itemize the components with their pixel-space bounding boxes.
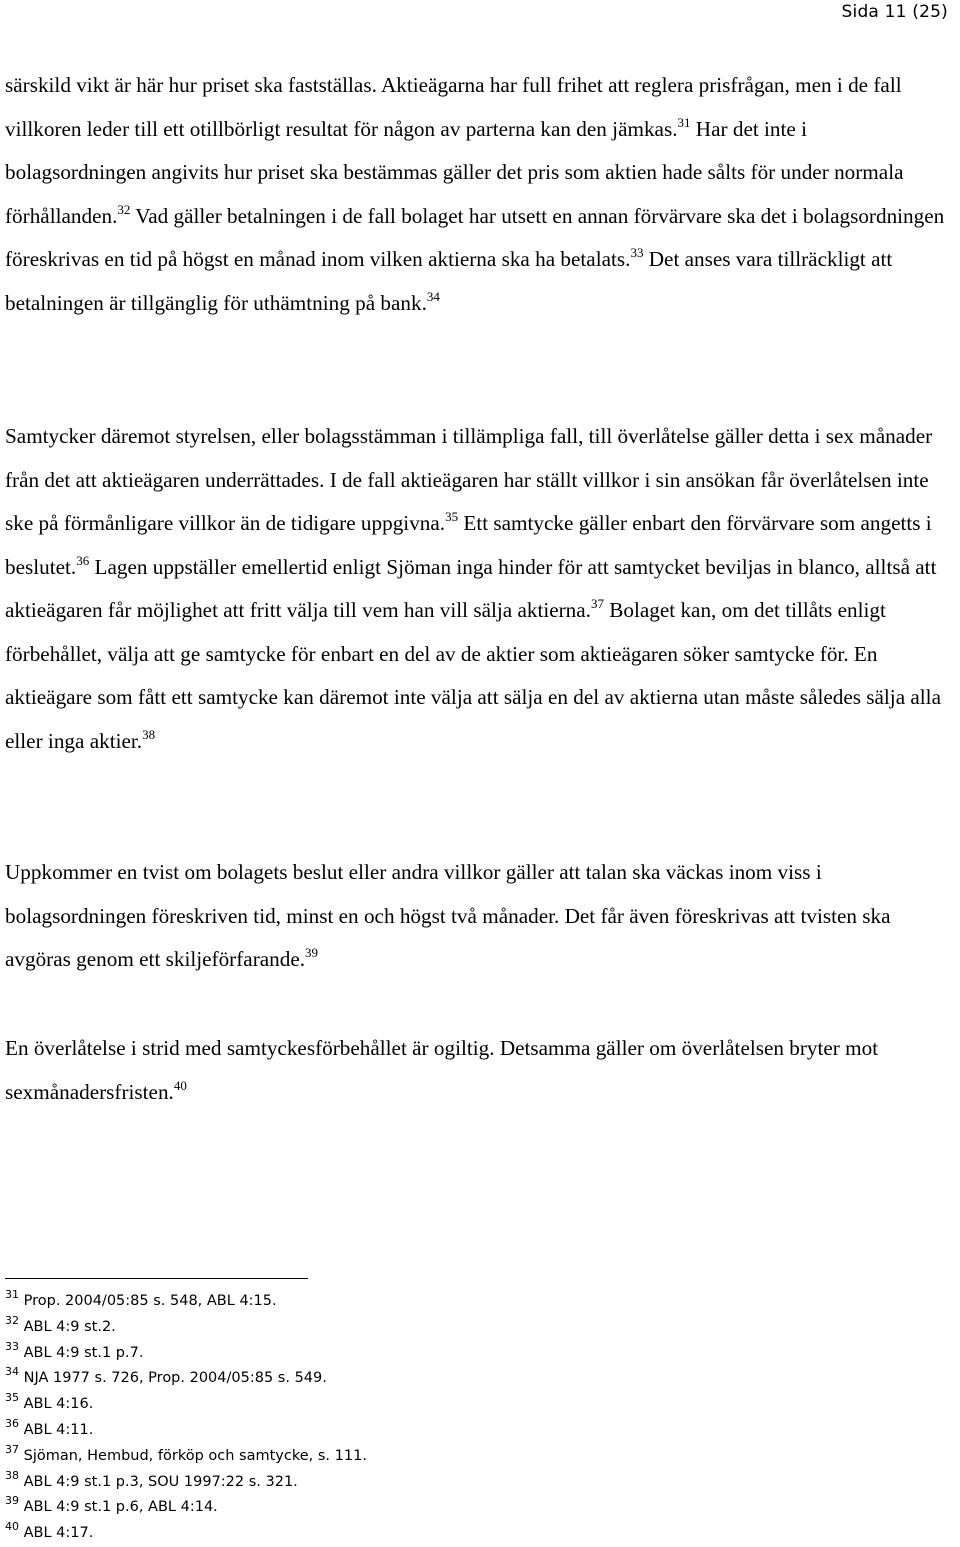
footnote-ref-40: 40 <box>173 1077 187 1093</box>
paragraph-2 <box>5 415 945 763</box>
footnote-39 <box>5 1495 905 1521</box>
footnote-number: 31 <box>5 1288 19 1301</box>
paragraph-1 <box>5 64 945 325</box>
footnote-separator <box>5 1278 308 1279</box>
footnote-34 <box>5 1366 905 1392</box>
footnote-text: ABL 4:9 st.1 p.7. <box>23 1344 144 1361</box>
footnote-text: ABL 4:16. <box>23 1396 94 1413</box>
footnote-number: 32 <box>5 1313 19 1327</box>
footnote-text: ABL 4:11. <box>23 1421 94 1438</box>
footnote-35 <box>5 1392 905 1418</box>
footnote-38 <box>5 1470 905 1496</box>
footnote-number: 38 <box>5 1468 19 1482</box>
footnote-text: ABL 4:9 st.2. <box>23 1318 116 1335</box>
footnote-number: 36 <box>5 1416 19 1430</box>
footnote-ref-35: 35 <box>445 509 459 524</box>
footnote-40 <box>5 1521 905 1547</box>
footnote-number: 39 <box>5 1494 19 1508</box>
footnote-ref-34: 34 <box>426 288 440 304</box>
page-number: Sida 11 (25) <box>841 2 948 22</box>
footnote-ref-33: 33 <box>630 245 644 260</box>
footnote-text: ABL 4:9 st.1 p.6, ABL 4:14. <box>23 1499 218 1516</box>
paragraph-2-sentence-4: Bolaget kan, om det tillåts enligt förbehållet, välja att ge samtycke för enbart en del av de aktier som aktieägaren söker samtycke för. En aktieägare som fått ett samtycke kan däremot inte välja att sälja en del av aktierna utan måste således sälja alla eller inga aktier. <box>5 598 941 753</box>
footnote-number: 33 <box>5 1339 19 1353</box>
paragraph-1-sentence-3: Vad gäller betalningen i de fall bolaget har utsett en annan förvärvare ska det i bolagsordningen föreskrivas en tid på högst en månad inom vilken aktierna ska ha betalats. <box>5 203 945 271</box>
footnote-32 <box>5 1315 905 1341</box>
footnote-text: ABL 4:17. <box>23 1525 94 1542</box>
paragraph-2-sentence-3: Lagen uppställer emellertid enligt Sjöman inga hinder för att samtycket beviljas in blanco, alltså att aktieägaren får möjlighet att fritt välja till vem han vill sälja aktierna. <box>5 554 937 622</box>
footnote-text: Prop. 2004/05:85 s. 548, ABL 4:15. <box>23 1293 277 1309</box>
footnote-ref-39: 39 <box>305 945 319 960</box>
footnote-ref-36: 36 <box>76 552 90 568</box>
paragraph-1-sentence-1: särskild vikt är här hur priset ska fastställas. Aktieägarna har full frihet att reglera prisfrågan, men i de fall villkoren leder till ett otillbörligt resultat för någon av parterna kan den jämkas. <box>5 73 902 141</box>
paragraph-4 <box>5 1027 945 1114</box>
footnote-text: Sjöman, Hembud, förköp och samtycke, s. 111. <box>23 1447 367 1464</box>
footnote-ref-31: 31 <box>677 114 691 130</box>
footnote-number: 40 <box>5 1520 19 1534</box>
paragraph-3-sentence-1: Uppkommer en tvist om bolagets beslut eller andra villkor gäller att talan ska väckas inom viss i bolagsordningen föreskriven tid, minst en och högst två månader. Det får även föreskrivas att tvisten ska avgöras genom ett skiljeförfarande. <box>5 860 891 971</box>
paragraph-4-sentence-1: En överlåtelse i strid med samtyckesförbehållet är ogiltig. Detsamma gäller om överlåtelsen bryter mot sexmånadersfristen. <box>5 1036 879 1104</box>
footnote-33 <box>5 1341 905 1367</box>
paragraph-1-sentence-4: Det anses vara tillräckligt att betalningen är tillgänglig för uthämtning på bank. <box>5 247 893 315</box>
footnote-text: NJA 1977 s. 726, Prop. 2004/05:85 s. 549. <box>23 1370 327 1387</box>
footnote-ref-32: 32 <box>117 201 131 217</box>
paragraph-3 <box>5 851 945 982</box>
footnotes <box>5 1289 905 1547</box>
footnote-31 <box>5 1289 905 1315</box>
footnote-number: 37 <box>5 1442 19 1456</box>
paragraph-1-sentence-2: Har det inte i bolagsordningen angivits hur priset ska bestämmas gäller det pris som aktien hade sålts för under normala förhållanden. <box>5 116 904 228</box>
footnote-36 <box>5 1418 905 1444</box>
footnote-number: 34 <box>5 1365 19 1379</box>
footnote-text: ABL 4:9 st.1 p.3, SOU 1997:22 s. 321. <box>23 1473 298 1490</box>
footnote-ref-37: 37 <box>590 596 604 611</box>
paragraph-2-sentence-2: Ett samtycke gäller enbart den förvärvare som angetts i beslutet. <box>5 511 932 579</box>
footnote-37 <box>5 1444 905 1470</box>
footnote-ref-38: 38 <box>142 726 156 742</box>
footnote-number: 35 <box>5 1391 19 1405</box>
paragraph-2-sentence-1: Samtycker däremot styrelsen, eller bolagsstämman i tillämpliga fall, till överlåtelse gäller detta i sex månader från det att aktieägaren underrättades. I de fall aktieägaren har ställt villkor i sin ansökan får överlåtelsen inte ske på förmånligare villkor än de tidigare uppgivna. <box>5 424 933 535</box>
